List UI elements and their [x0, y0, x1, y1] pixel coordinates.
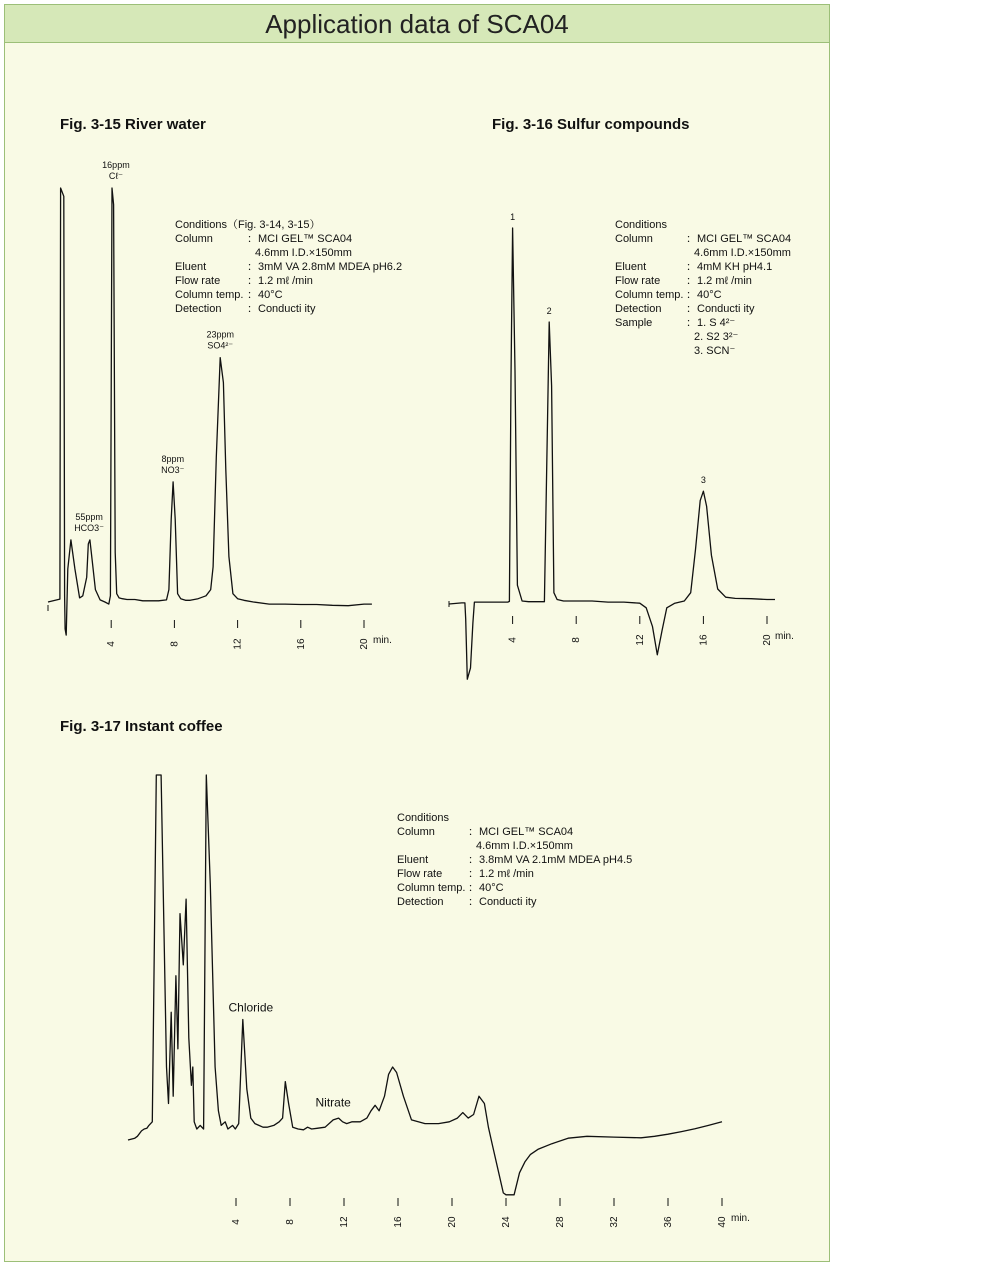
fig-3-17-x-tick-label-16: 16 — [393, 1216, 404, 1228]
fig-3-17-x-tick-label-36: 36 — [663, 1216, 674, 1228]
fig-3-16-peak-label-2: 3 — [700, 475, 706, 486]
fig-3-15-condition-value: ：Conducti ity — [247, 303, 316, 315]
fig-3-17-peak-label-1: Nitrate — [315, 1095, 351, 1110]
fig-3-16-condition-value: 2. S2 3²⁻ — [694, 331, 739, 343]
fig-3-16-condition-label: Eluent — [615, 261, 647, 273]
fig-3-17-x-tick-label-28: 28 — [555, 1216, 566, 1228]
fig-3-16-condition-value: ：1.2 mℓ /min — [686, 275, 752, 287]
fig-3-15-condition-value: ：40°C — [247, 289, 283, 301]
fig-3-15-peak-conc-3: 23ppm — [206, 329, 234, 340]
fig-3-15-x-tick-label-12: 12 — [232, 638, 244, 650]
fig-3-17-condition-value: ：Conducti ity — [468, 896, 537, 908]
fig-3-15-peak-ion-3: SO4²⁻ — [207, 340, 234, 351]
fig-3-15-peak-ion-0: HCO3⁻ — [74, 522, 104, 533]
fig-3-16-condition-label: Flow rate — [615, 275, 661, 287]
fig-3-16-condition-value: 4.6mm I.D.×150mm — [694, 247, 791, 259]
fig-3-15-peak-conc-0: 55ppm — [75, 511, 103, 522]
fig-3-16-x-tick-label-4: 4 — [507, 637, 519, 643]
fig-3-17-condition-label: Column temp. — [397, 882, 466, 894]
fig-3-15-condition-value: ：1.2 mℓ /min — [247, 275, 313, 287]
fig-3-17-x-unit: min. — [731, 1213, 750, 1224]
fig-3-17-x-tick-label-4: 4 — [231, 1219, 242, 1225]
fig-3-15-condition-label: Detection — [175, 303, 222, 315]
fig-3-17-condition-label: Flow rate — [397, 868, 443, 880]
fig-3-17-x-tick-label-12: 12 — [339, 1216, 350, 1228]
fig-3-17-condition-value: ：1.2 mℓ /min — [468, 868, 534, 880]
fig-3-17-condition-label: Detection — [397, 896, 444, 908]
fig-3-16-condition-value: ：1. S 4²⁻ — [686, 317, 736, 329]
fig-3-16-condition-label: Detection — [615, 303, 662, 315]
fig-3-15-condition-label: Eluent — [175, 261, 207, 273]
fig-3-16-condition-value: ：MCI GEL™ SCA04 — [686, 233, 792, 245]
fig-3-15-condition-label: Column temp. — [175, 289, 244, 301]
fig-3-16-x-tick-label-20: 20 — [762, 634, 773, 646]
fig-3-17-condition-value: ：MCI GEL™ SCA04 — [468, 826, 574, 838]
fig-3-17-condition-label: Eluent — [397, 854, 429, 866]
fig-3-15-peak-ion-2: NO3⁻ — [161, 464, 185, 475]
fig-3-17-condition-value: ：40°C — [468, 882, 504, 894]
fig-3-15-condition-value: 4.6mm I.D.×150mm — [255, 247, 352, 259]
fig-3-16-condition-label: Column temp. — [615, 289, 684, 301]
fig-3-16-x-tick-label-12: 12 — [634, 634, 646, 646]
fig-3-17-condition-value: ：3.8mM VA 2.1mM MDEA pH4.5 — [468, 854, 633, 866]
fig-3-17-condition-value: 4.6mm I.D.×150mm — [476, 840, 573, 852]
fig-3-15-condition-value: ：3mM VA 2.8mM MDEA pH6.2 — [247, 261, 403, 273]
fig-3-15-x-tick-label-16: 16 — [295, 638, 307, 650]
fig-3-16-condition-value: ：4mM KH pH4.1 — [686, 261, 773, 273]
fig-3-16-x-unit: min. — [775, 631, 794, 642]
fig-3-16-conditions-heading: Conditions — [615, 219, 667, 231]
fig-3-16-condition-value: ：Conducti ity — [686, 303, 755, 315]
fig-3-16-x-tick-label-8: 8 — [571, 637, 583, 643]
fig-3-17-x-tick-label-40: 40 — [717, 1216, 728, 1228]
fig-3-15-condition-label: Flow rate — [175, 275, 221, 287]
fig-3-15-x-tick-label-20: 20 — [359, 638, 370, 650]
fig-3-15-x-unit: min. — [373, 635, 392, 646]
fig-3-16-peak-label-1: 2 — [546, 306, 552, 316]
fig-3-17-peak-label-0: Chloride — [228, 1000, 274, 1015]
fig-3-17-x-tick-label-32: 32 — [609, 1216, 620, 1228]
fig-3-17-condition-label: Column — [397, 826, 435, 838]
fig-3-16-x-tick-label-16: 16 — [698, 634, 710, 646]
fig-3-15-conditions-heading: Conditions（Fig. 3-14, 3-15） — [175, 219, 321, 231]
fig-3-16-peak-label-0: 1 — [510, 212, 516, 222]
fig-3-15-condition-label: Column — [175, 233, 213, 245]
fig-3-16-condition-label: Sample — [615, 317, 653, 329]
page-title: Application data of SCA04 — [265, 9, 569, 39]
fig-3-16-trace — [449, 228, 775, 679]
fig-3-15-condition-value: ：MCI GEL™ SCA04 — [247, 233, 353, 245]
fig-3-16-condition-label: Column — [615, 233, 653, 245]
fig-3-15-peak-ion-1: Cℓ⁻ — [108, 171, 124, 181]
fig-3-15-x-tick-label-4: 4 — [106, 641, 118, 647]
fig-3-17-conditions-heading: Conditions — [397, 812, 449, 824]
fig-3-15-x-tick-label-8: 8 — [169, 641, 181, 647]
fig-3-17-x-tick-label-20: 20 — [447, 1216, 458, 1228]
fig-3-17-title: Fig. 3-17 Instant coffee — [60, 718, 223, 735]
fig-3-17-x-tick-label-8: 8 — [285, 1219, 296, 1225]
fig-3-17-x-tick-label-24: 24 — [501, 1216, 512, 1228]
fig-3-16-title: Fig. 3-16 Sulfur compounds — [492, 116, 690, 133]
fig-3-16-condition-value: 3. SCN⁻ — [694, 345, 736, 357]
fig-3-16-condition-value: ：40°C — [686, 289, 722, 301]
fig-3-15-peak-conc-2: 8ppm — [161, 453, 185, 464]
fig-3-15-peak-conc-1: 16ppm — [102, 160, 130, 170]
fig-3-15-title: Fig. 3-15 River water — [60, 116, 206, 133]
